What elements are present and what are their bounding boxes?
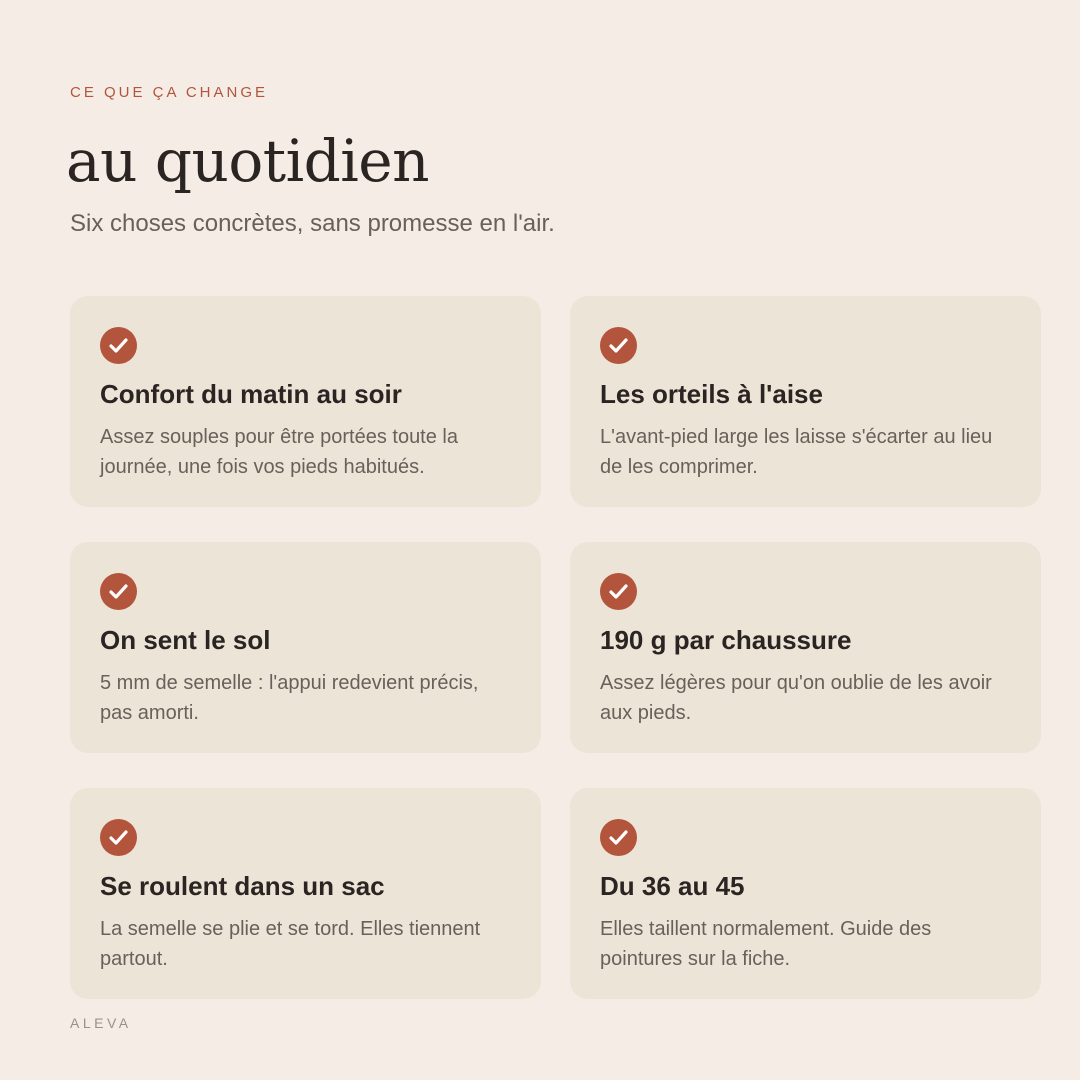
benefit-title: 190 g par chaussure — [600, 625, 852, 655]
brand-logo-text: ALEVA — [70, 1015, 132, 1031]
benefit-card — [570, 296, 1041, 507]
benefit-title: Confort du matin au soir — [100, 379, 402, 409]
benefit-title: Les orteils à l'aise — [600, 379, 823, 409]
check-circle-icon — [600, 819, 637, 856]
benefit-description: La semelle se plie et se tord. Elles tiennent partout. — [100, 918, 481, 970]
benefit-title: On sent le sol — [100, 625, 271, 655]
page-title: au quotidien — [66, 127, 429, 195]
benefit-card — [70, 788, 541, 999]
benefits-grid — [70, 296, 1041, 999]
check-circle-icon — [100, 327, 137, 364]
benefit-card — [570, 788, 1041, 999]
check-circle-icon — [600, 573, 637, 610]
benefit-title: Se roulent dans un sac — [100, 871, 385, 901]
benefit-title: Du 36 au 45 — [600, 871, 745, 901]
benefit-description: Elles taillent normalement. Guide des pointures sur la fiche. — [600, 918, 932, 970]
benefit-card — [570, 542, 1041, 753]
check-circle-icon — [100, 573, 137, 610]
benefit-description: Assez souples pour être portées toute la journée, une fois vos pieds habitués. — [100, 426, 458, 478]
check-circle-icon — [600, 327, 637, 364]
check-circle-icon — [100, 819, 137, 856]
benefit-description: 5 mm de semelle : l'appui redevient précis, pas amorti. — [100, 672, 479, 724]
eyebrow-label: CE QUE ÇA CHANGE — [70, 84, 269, 101]
benefit-description: L'avant-pied large les laisse s'écarter au lieu de les comprimer. — [600, 426, 993, 478]
benefit-description: Assez légères pour qu'on oublie de les avoir aux pieds. — [600, 672, 992, 724]
page-subtitle: Six choses concrètes, sans promesse en l'air. — [70, 210, 555, 237]
benefit-card — [70, 296, 541, 507]
benefit-card — [70, 542, 541, 753]
